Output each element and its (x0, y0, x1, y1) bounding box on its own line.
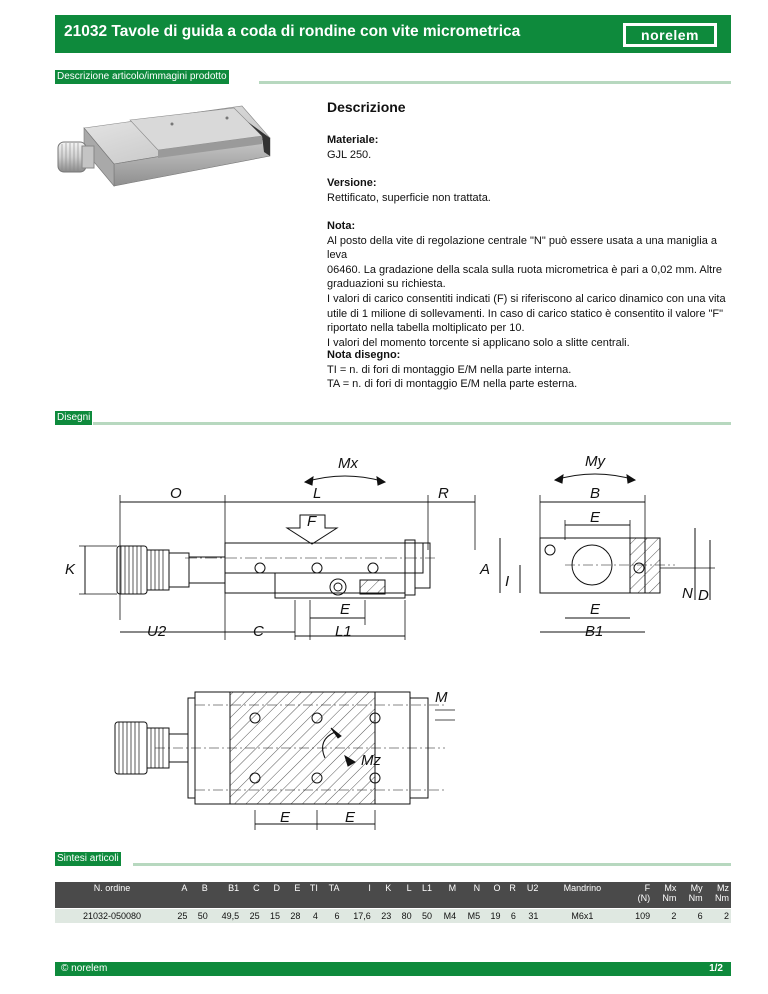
table-cell: 80 (393, 909, 413, 924)
page-number: 1/2 (709, 963, 723, 974)
col-header: B (189, 882, 209, 909)
section-divider (93, 422, 731, 425)
note-line: graduazioni su richiesta. (327, 278, 446, 291)
version-value: Rettificato, superficie non trattata. (327, 191, 491, 204)
article-summary-table (55, 882, 731, 923)
col-header: E (282, 882, 302, 909)
section-drawings (55, 411, 731, 425)
label-u2: U2 (147, 623, 167, 640)
table-cell: 50 (414, 909, 434, 924)
label-mz: Mz (361, 752, 381, 769)
section-product-label: Descrizione articolo/immagini prodotto (57, 71, 227, 82)
col-header: D (262, 882, 282, 909)
label-e-top-left: E (280, 809, 291, 826)
label-a: A (480, 561, 491, 578)
col-header: TA (320, 882, 342, 909)
label-c: C (253, 623, 264, 640)
technical-drawing (55, 440, 731, 830)
label-e-front-bottom: E (590, 601, 601, 618)
note-line: utile di 1 milione di sollevamenti. In caso di carico statico è consentito il valore "F" (327, 307, 724, 320)
table-cell: 2 (652, 909, 678, 924)
col-header: L1 (414, 882, 434, 909)
drawing-note-block (327, 348, 727, 392)
table-cell: 6 (503, 909, 518, 924)
table-cell: 6 (320, 909, 342, 924)
col-header: My Nm (678, 882, 704, 909)
label-o: O (170, 485, 182, 502)
table-cell: M6x1 (540, 909, 624, 924)
table-cell: 2 (705, 909, 731, 924)
label-mx: Mx (338, 455, 358, 472)
version-block (327, 176, 727, 205)
table-cell: 23 (373, 909, 393, 924)
label-e-top-right: E (345, 809, 356, 826)
note-line: 06460. La gradazione della scala sulla ruota micrometrica è pari a 0,02 mm. Altre (327, 263, 722, 276)
table-cell: 109 (624, 909, 652, 924)
col-header: L (393, 882, 413, 909)
col-header: TI (302, 882, 319, 909)
table-cell: 50 (189, 909, 209, 924)
label-my: My (585, 453, 605, 470)
table-row (55, 909, 731, 924)
label-m: M (435, 689, 448, 706)
col-header: N (458, 882, 482, 909)
drawing-note-line: TI = n. di fori di montaggio E/M nella parte interna. (327, 363, 572, 376)
drawing-note-label: Nota disegno: (327, 349, 401, 361)
page-title: 21032 Tavole di guida a coda di rondine con vite micrometrica (64, 23, 521, 40)
col-header: I (341, 882, 372, 909)
label-b: B (590, 485, 601, 502)
note-line: I valori del momento torcente si applicano solo a slitte centrali. (327, 336, 630, 349)
table-cell: 4 (302, 909, 319, 924)
label-b1: B1 (585, 623, 604, 640)
col-header: R (503, 882, 518, 909)
table-cell: 49,5 (210, 909, 241, 924)
col-header: M (434, 882, 458, 909)
material-label: Materiale: (327, 134, 379, 146)
footer-copyright: © norelem (61, 963, 108, 974)
table-cell: 25 (241, 909, 261, 924)
col-header: Mz Nm (705, 882, 731, 909)
col-header: B1 (210, 882, 241, 909)
label-d: D (698, 587, 709, 604)
label-l1: L1 (335, 623, 352, 640)
note-label: Nota: (327, 220, 356, 232)
table-cell: 19 (482, 909, 502, 924)
table-cell: M5 (458, 909, 482, 924)
col-header: Mandrino (540, 882, 624, 909)
section-divider (133, 863, 731, 866)
page-header (55, 15, 731, 53)
col-header: C (241, 882, 261, 909)
note-line: I valori di carico consentiti indicati (F) si riferiscono al carico dinamico con una vita (327, 292, 726, 305)
material-value: GJL 250. (327, 148, 372, 161)
table-cell: 21032-050080 (55, 909, 169, 924)
col-header: A (169, 882, 189, 909)
note-line: Al posto della vite di regolazione centrale "N" può essere usata a una maniglia a leva (327, 234, 717, 262)
table-cell: 25 (169, 909, 189, 924)
norelem-logo (623, 23, 717, 47)
logo-text: norelem (626, 26, 714, 44)
col-header: Mx Nm (652, 882, 678, 909)
version-label: Versione: (327, 177, 377, 189)
product-photo (52, 98, 282, 198)
note-block (327, 219, 727, 350)
label-e-side: E (340, 601, 351, 618)
label-n: N (682, 585, 693, 602)
label-f: F (307, 513, 317, 530)
table-cell: 17,6 (341, 909, 372, 924)
label-e-front: E (590, 509, 601, 526)
section-divider (259, 81, 731, 84)
page-footer (55, 962, 731, 976)
table-cell: 15 (262, 909, 282, 924)
note-line: riportato nella tabella moltiplicato per 10. (327, 322, 525, 335)
label-i: I (505, 573, 510, 590)
col-header: O (482, 882, 502, 909)
table-cell: 28 (282, 909, 302, 924)
section-product (55, 70, 731, 84)
table-header-row (55, 882, 731, 909)
drawing-note-line: TA = n. di fori di montaggio E/M nella parte esterna. (327, 378, 578, 391)
section-summary-label: Sintesi articoli (57, 853, 119, 864)
label-r: R (438, 485, 449, 502)
table-cell: M4 (434, 909, 458, 924)
col-header: F (N) (624, 882, 652, 909)
col-header: K (373, 882, 393, 909)
table-cell: 31 (518, 909, 541, 924)
col-header: N. ordine (55, 882, 169, 909)
col-header: U2 (518, 882, 541, 909)
section-summary (55, 852, 731, 866)
material-block (327, 133, 727, 162)
label-k: K (65, 561, 76, 578)
section-drawings-label: Disegni (57, 412, 91, 423)
table-cell: 6 (678, 909, 704, 924)
label-l: L (313, 485, 322, 502)
description-title: Descrizione (327, 99, 406, 115)
